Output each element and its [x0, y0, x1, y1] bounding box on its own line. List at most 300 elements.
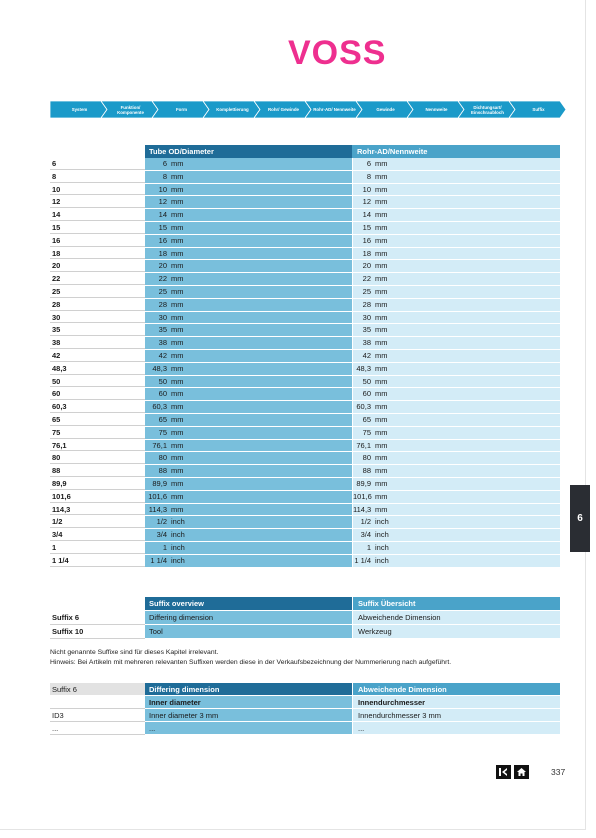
rohr-ad-unit: mm — [375, 504, 388, 514]
tube-od-cell — [145, 414, 352, 426]
contents-icon[interactable] — [496, 765, 511, 779]
rohr-ad-unit: mm — [375, 350, 388, 360]
tube-od-unit: mm — [171, 478, 184, 488]
size-code: 89,9 — [50, 478, 145, 490]
tube-od-unit: inch — [171, 530, 185, 540]
breadcrumb-step[interactable] — [407, 101, 464, 118]
breadcrumb-step[interactable] — [509, 101, 566, 118]
tube-od-value: 42 — [158, 350, 167, 360]
tube-od-value: 6 — [162, 159, 167, 168]
tube-od-cell — [145, 273, 352, 285]
table-row — [50, 273, 560, 286]
rohr-ad-cell — [352, 504, 560, 516]
table-row — [50, 235, 560, 248]
table-row — [50, 452, 560, 465]
rohr-ad-unit: mm — [375, 376, 388, 386]
rohr-ad-cell — [352, 324, 560, 336]
rohr-ad-value: 15 — [362, 222, 371, 232]
rohr-ad-unit: mm — [375, 274, 388, 284]
voss-logo: VOSS — [288, 34, 387, 72]
tube-od-unit: inch — [171, 555, 185, 565]
rohr-ad-value: 42 — [362, 350, 371, 360]
tube-od-value: 35 — [158, 325, 167, 335]
notes — [50, 648, 570, 668]
rohr-ad-unit: mm — [375, 453, 388, 463]
tube-od-cell — [145, 158, 352, 170]
breadcrumb-label: System — [71, 107, 88, 112]
tube-od-cell — [145, 401, 352, 413]
breadcrumb-step[interactable] — [305, 101, 362, 118]
rohr-ad-unit: inch — [375, 530, 389, 540]
rohr-ad-unit: mm — [375, 235, 388, 245]
rohr-ad-cell — [352, 516, 560, 528]
breadcrumb-step[interactable] — [203, 101, 260, 118]
tube-od-value: 1 — [162, 542, 167, 552]
rohr-ad-value: 14 — [362, 210, 371, 220]
tube-od-cell — [145, 286, 352, 298]
tube-od-value: 38 — [158, 338, 167, 348]
rohr-ad-unit: mm — [375, 197, 388, 207]
suffix-overview-table — [50, 597, 560, 639]
table-row: Suffix 6 Differing dimension Abweichende Dimension — [50, 611, 560, 625]
rohr-ad-cell — [352, 542, 560, 554]
size-code: 65 — [50, 414, 145, 426]
rohr-ad-cell — [352, 299, 560, 311]
tube-od-value: 65 — [158, 414, 167, 424]
rohr-ad-unit: mm — [375, 440, 388, 450]
size-code: 35 — [50, 324, 145, 336]
rohr-ad-cell — [352, 337, 560, 349]
size-code: 3/4 — [50, 529, 145, 541]
table-row — [50, 491, 560, 504]
tube-od-value: 60,3 — [152, 402, 167, 412]
tube-od-unit: mm — [171, 376, 184, 386]
dimension-table-body — [50, 158, 560, 568]
table-row — [50, 465, 560, 478]
rohr-ad-value: 8 — [366, 171, 371, 181]
rohr-ad-unit: mm — [375, 338, 388, 348]
tube-od-unit: mm — [171, 427, 184, 437]
rohr-ad-unit: mm — [375, 491, 388, 501]
tube-od-value: 14 — [158, 210, 167, 220]
code-header-cell — [50, 145, 145, 158]
table-row — [50, 337, 560, 350]
tube-od-unit: mm — [171, 363, 184, 373]
table-row — [50, 171, 560, 184]
breadcrumb-label: Form — [176, 107, 187, 112]
rohr-ad-unit: mm — [375, 171, 388, 181]
rohr-ad-cell — [352, 222, 560, 234]
rohr-ad-cell — [352, 196, 560, 208]
rohr-ad-unit: mm — [375, 286, 388, 296]
rohr-ad-value: 28 — [362, 299, 371, 309]
tube-od-cell — [145, 529, 352, 541]
rohr-ad-cell — [352, 452, 560, 464]
tube-od-cell — [145, 235, 352, 247]
table-row — [50, 478, 560, 491]
rohr-ad-value: 35 — [362, 325, 371, 335]
suffix-uebersicht-title: Suffix Übersicht — [352, 597, 560, 611]
rohr-ad-cell — [352, 248, 560, 260]
rohr-ad-value: 25 — [362, 286, 371, 296]
rohr-ad-cell — [352, 209, 560, 221]
tube-od-cell — [145, 324, 352, 336]
rohr-ad-value: 20 — [362, 261, 371, 271]
dimension-table — [50, 145, 560, 568]
tube-od-cell — [145, 299, 352, 311]
rohr-ad-cell — [352, 273, 560, 285]
table-row — [50, 350, 560, 363]
tube-od-unit: mm — [171, 159, 184, 168]
page-number: 337 — [551, 767, 566, 777]
breadcrumb-step[interactable] — [356, 101, 413, 118]
rohr-ad-cell — [352, 363, 560, 375]
rohr-ad-value: 89,9 — [356, 478, 371, 488]
rohr-ad-cell — [352, 465, 560, 477]
size-code: 28 — [50, 299, 145, 311]
tube-od-value: 8 — [162, 171, 167, 181]
table-row — [50, 286, 560, 299]
size-code: 14 — [50, 209, 145, 221]
table-row — [50, 401, 560, 414]
rohr-ad-value: 3/4 — [360, 530, 371, 540]
rohr-ad-value: 60,3 — [356, 402, 371, 412]
note-multiple-suffixes: Hinweis: Bei Artikeln mit mehreren relevanten Suffixen werden diese in der Verkaufsbezeichnung der Nummerierung nach aufgeführt. — [50, 659, 452, 666]
table-row — [50, 529, 560, 542]
table-row — [50, 209, 560, 222]
rohr-ad-cell — [352, 427, 560, 439]
tube-od-value: 30 — [158, 312, 167, 322]
tube-od-unit: mm — [171, 222, 184, 232]
rohr-ad-unit: inch — [375, 542, 389, 552]
rohr-ad-cell — [352, 491, 560, 503]
rohr-ad-unit: mm — [375, 210, 388, 220]
tube-od-cell — [145, 196, 352, 208]
rohr-ad-unit: mm — [375, 414, 388, 424]
tube-od-value: 12 — [158, 197, 167, 207]
size-code: 114,3 — [50, 504, 145, 516]
table-row — [50, 299, 560, 312]
tube-od-value: 76,1 — [152, 440, 167, 450]
chapter-tab[interactable]: 6 — [570, 485, 590, 552]
rohr-ad-cell — [352, 529, 560, 541]
table-row — [50, 516, 560, 529]
tube-od-unit: inch — [171, 517, 185, 527]
rohr-ad-cell — [352, 555, 560, 567]
rohr-ad-cell — [352, 260, 560, 272]
breadcrumb-label: Gewinde — [376, 107, 395, 112]
tube-od-value: 88 — [158, 466, 167, 476]
tube-od-unit: mm — [171, 453, 184, 463]
tube-od-cell — [145, 478, 352, 490]
tube-od-cell — [145, 427, 352, 439]
rohr-ad-value: 50 — [362, 376, 371, 386]
size-code: 60 — [50, 388, 145, 400]
rohr-ad-unit: mm — [375, 389, 388, 399]
rohr-ad-cell — [352, 171, 560, 183]
rohr-ad-value: 88 — [362, 466, 371, 476]
tube-od-unit: mm — [171, 491, 184, 501]
tube-od-cell — [145, 184, 352, 196]
tube-od-cell — [145, 542, 352, 554]
rohr-ad-value: 48,3 — [356, 363, 371, 373]
size-code: 48,3 — [50, 363, 145, 375]
size-code: 20 — [50, 260, 145, 272]
tube-od-cell — [145, 388, 352, 400]
rohr-ad-unit: mm — [375, 363, 388, 373]
table-row: ID3 Inner diameter 3 mm Innendurchmesser 3 mm — [50, 709, 560, 722]
tube-od-value: 20 — [158, 261, 167, 271]
breadcrumb-label: Nennweite — [425, 107, 448, 112]
tube-od-unit: mm — [171, 466, 184, 476]
tube-od-value: 60 — [158, 389, 167, 399]
size-code: 16 — [50, 235, 145, 247]
tube-od-value: 75 — [158, 427, 167, 437]
differing-dimension-title: Differing dimension — [145, 683, 352, 696]
tube-od-unit: mm — [171, 325, 184, 335]
tube-od-cell — [145, 222, 352, 234]
rohr-ad-cell — [352, 388, 560, 400]
tube-od-cell — [145, 209, 352, 221]
table-row — [50, 555, 560, 568]
tube-od-value: 16 — [158, 235, 167, 245]
dimension-table-header — [50, 145, 560, 158]
rohr-ad-value: 101,6 — [353, 491, 372, 501]
tube-od-unit: mm — [171, 210, 184, 220]
rohr-ad-unit: inch — [375, 555, 389, 565]
rohr-ad-unit: mm — [375, 466, 388, 476]
breadcrumb-label: Komplettierung — [216, 107, 249, 112]
rohr-ad-value: 12 — [362, 197, 371, 207]
rohr-ad-unit: mm — [375, 222, 388, 232]
tube-od-value: 80 — [158, 453, 167, 463]
size-code: 76,1 — [50, 440, 145, 452]
tube-od-unit: mm — [171, 235, 184, 245]
breadcrumb-step[interactable] — [101, 101, 158, 118]
rohr-ad-unit: mm — [375, 325, 388, 335]
tube-od-unit: mm — [171, 184, 184, 194]
differing-dimension-subheader: Inner diameter Innendurchmesser — [50, 696, 560, 709]
table-row — [50, 248, 560, 261]
table-row — [50, 363, 560, 376]
differing-dimension-table — [50, 683, 560, 735]
rohr-ad-unit: mm — [375, 299, 388, 309]
table-row — [50, 388, 560, 401]
tube-od-unit: mm — [171, 312, 184, 322]
rohr-ad-value: 114,3 — [353, 504, 372, 514]
rohr-ad-cell — [352, 235, 560, 247]
rohr-ad-value: 18 — [362, 248, 371, 258]
rohr-ad-unit: mm — [375, 402, 388, 412]
size-code: 88 — [50, 465, 145, 477]
rohr-ad-value: 1 1/4 — [354, 555, 371, 565]
size-code: 30 — [50, 312, 145, 324]
size-code: 18 — [50, 248, 145, 260]
suffix-overview-title: Suffix overview — [145, 597, 352, 611]
rohr-ad-cell — [352, 376, 560, 388]
size-code: 38 — [50, 337, 145, 349]
tube-od-unit: mm — [171, 440, 184, 450]
size-code: 60,3 — [50, 401, 145, 413]
table-row — [50, 414, 560, 427]
tube-od-value: 48,3 — [152, 363, 167, 373]
tube-od-cell — [145, 491, 352, 503]
rohr-ad-value: 22 — [362, 274, 371, 284]
rohr-ad-unit: mm — [375, 159, 388, 168]
rohr-ad-value: 16 — [362, 235, 371, 245]
tube-od-cell — [145, 465, 352, 477]
rohr-ad-unit: mm — [375, 184, 388, 194]
rohr-ad-unit: mm — [375, 261, 388, 271]
tube-od-cell — [145, 452, 352, 464]
rohr-ad-value: 1 — [366, 542, 371, 552]
size-code: 12 — [50, 196, 145, 208]
rohr-ad-cell — [352, 158, 560, 170]
rohr-ad-value: 75 — [362, 427, 371, 437]
rohr-ad-cell — [352, 350, 560, 362]
table-row: ... ... ... — [50, 722, 560, 735]
tube-od-unit: mm — [171, 261, 184, 271]
table-row — [50, 324, 560, 337]
rohr-ad-cell — [352, 184, 560, 196]
rohr-ad-cell — [352, 440, 560, 452]
rohr-ad-value: 38 — [362, 338, 371, 348]
tube-od-value: 114,3 — [148, 504, 167, 514]
breadcrumb-label: Rohr/ Gewinde — [268, 107, 299, 112]
breadcrumb-step[interactable] — [152, 101, 209, 118]
tube-od-value: 50 — [158, 376, 167, 386]
rohr-ad-value: 60 — [362, 389, 371, 399]
tube-od-cell — [145, 516, 352, 528]
table-row — [50, 312, 560, 325]
tube-od-unit: mm — [171, 274, 184, 284]
rohr-ad-cell — [352, 478, 560, 490]
breadcrumb-label: Dichtungsart/ Einschraubloch — [471, 104, 504, 115]
size-code: 80 — [50, 452, 145, 464]
breadcrumb-step[interactable] — [254, 101, 311, 118]
abweichende-dimension-title: Abweichende Dimension — [352, 683, 560, 696]
tube-od-cell — [145, 504, 352, 516]
rohr-ad-cell — [352, 401, 560, 413]
rohr-ad-value: 1/2 — [360, 517, 371, 527]
breadcrumb-step[interactable] — [458, 101, 515, 118]
size-code: 8 — [50, 171, 145, 183]
tube-od-unit: mm — [171, 299, 184, 309]
tube-od-cell — [145, 260, 352, 272]
tube-od-value: 18 — [158, 248, 167, 258]
table-row — [50, 504, 560, 517]
table-row — [50, 542, 560, 555]
breadcrumb-label: Funktion/ Komponente — [117, 104, 144, 115]
tube-od-cell — [145, 440, 352, 452]
rohr-ad-value: 65 — [362, 414, 371, 424]
tube-od-cell — [145, 248, 352, 260]
rohr-ad-value: 76,1 — [356, 440, 371, 450]
tube-od-cell — [145, 350, 352, 362]
tube-od-value: 22 — [158, 274, 167, 284]
size-code: 1/2 — [50, 516, 145, 528]
size-code: 10 — [50, 184, 145, 196]
suffix-code-label: Suffix 6 — [50, 683, 145, 696]
rohr-ad-value: 30 — [362, 312, 371, 322]
tube-od-unit: inch — [171, 542, 185, 552]
size-code: 1 — [50, 542, 145, 554]
size-code: 6 — [50, 158, 145, 170]
tube-od-value: 1/2 — [156, 517, 167, 527]
table-row — [50, 196, 560, 209]
tube-od-header: Tube OD/Diameter — [145, 145, 352, 158]
tube-od-unit: mm — [171, 504, 184, 514]
tube-od-unit: mm — [171, 389, 184, 399]
rohr-ad-cell — [352, 414, 560, 426]
tube-od-cell — [145, 337, 352, 349]
tube-od-value: 10 — [158, 184, 167, 194]
note-irrelevant-suffixes: Nicht genannte Suffixe sind für dieses Kapitel irrelevant. — [50, 649, 219, 656]
tube-od-unit: mm — [171, 350, 184, 360]
rohr-ad-value: 6 — [366, 159, 371, 168]
table-row — [50, 222, 560, 235]
size-code: 42 — [50, 350, 145, 362]
tube-od-value: 1 1/4 — [150, 555, 167, 565]
suffix-overview-header — [50, 597, 560, 611]
table-row — [50, 158, 560, 171]
size-code: 50 — [50, 376, 145, 388]
table-row — [50, 184, 560, 197]
tube-od-unit: mm — [171, 171, 184, 181]
breadcrumb-label: Suffix — [532, 107, 545, 112]
tube-od-value: 25 — [158, 286, 167, 296]
tube-od-unit: mm — [171, 414, 184, 424]
rohr-ad-unit: mm — [375, 248, 388, 258]
table-row — [50, 440, 560, 453]
rohr-ad-cell — [352, 312, 560, 324]
table-row: Suffix 10 Tool Werkzeug — [50, 625, 560, 639]
rohr-ad-unit: mm — [375, 312, 388, 322]
rohr-ad-unit: mm — [375, 427, 388, 437]
table-row — [50, 376, 560, 389]
tube-od-value: 101,6 — [148, 491, 167, 501]
tube-od-value: 28 — [158, 299, 167, 309]
differing-dimension-header — [50, 683, 560, 696]
tube-od-cell — [145, 555, 352, 567]
size-code: 22 — [50, 273, 145, 285]
tube-od-unit: mm — [171, 338, 184, 348]
breadcrumb — [50, 101, 560, 118]
tube-od-cell — [145, 363, 352, 375]
tube-od-unit: mm — [171, 402, 184, 412]
breadcrumb-step[interactable] — [50, 101, 107, 118]
size-code: 1 1/4 — [50, 555, 145, 567]
size-code: 75 — [50, 427, 145, 439]
breadcrumb-label: Rohr-AD/ Nennweite — [313, 107, 356, 112]
footer-nav — [496, 765, 529, 779]
tube-od-cell — [145, 376, 352, 388]
rohr-ad-unit: inch — [375, 517, 389, 527]
tube-od-unit: mm — [171, 286, 184, 296]
rohr-ad-cell — [352, 286, 560, 298]
size-code: 15 — [50, 222, 145, 234]
tube-od-value: 15 — [158, 222, 167, 232]
tube-od-unit: mm — [171, 248, 184, 258]
home-icon[interactable] — [514, 765, 529, 779]
rohr-ad-value: 80 — [362, 453, 371, 463]
table-row — [50, 427, 560, 440]
table-row — [50, 260, 560, 273]
rohr-ad-header: Rohr-AD/Nennweite — [352, 145, 560, 158]
tube-od-value: 89,9 — [152, 478, 167, 488]
tube-od-cell — [145, 171, 352, 183]
size-code: 101,6 — [50, 491, 145, 503]
